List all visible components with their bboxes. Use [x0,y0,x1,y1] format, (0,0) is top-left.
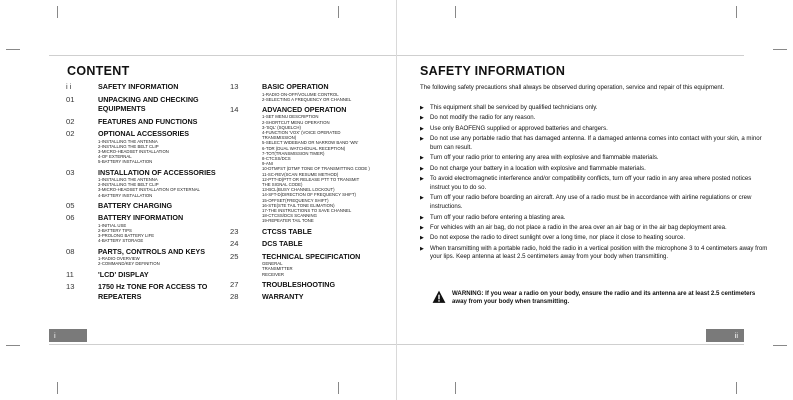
warning-callout [432,290,762,306]
toc-subsection: TRANSMISSION) [262,135,297,141]
crop-mark [736,382,737,394]
toc-entry [230,239,388,249]
toc-page-number: 06 [66,213,75,223]
safety-rule [420,154,770,163]
crop-mark [773,345,787,346]
toc-subsection: 2-INSTALLING THE BELT CLIP [98,143,159,149]
safety-intro: The following safety precautions shall always be observed during operation, service and repair of this equipment. [420,84,725,91]
safety-rule [420,245,770,263]
toc-entry [66,201,216,211]
bullet-arrow-icon: ▶ [420,235,424,242]
toc-section-title: UNPACKING AND CHECKING EQUIPMENTS [98,94,199,113]
toc-entry [66,282,216,301]
crop-mark [455,382,456,394]
toc-section-title: INSTALLATION OF ACCESSORIES [98,167,216,177]
toc-column-right [230,82,388,305]
safety-page-title: SAFETY INFORMATION [420,64,566,78]
toc-entry [66,117,216,127]
safety-rule [420,214,770,223]
toc-page-number: 02 [66,129,75,138]
toc-subsection: 4-OF EXTERNAL [98,154,132,160]
toc-subsection: 18-CTCSS/DCS SCANNING [262,213,317,219]
toc-entry [66,168,216,198]
toc-entry [66,82,216,92]
toc-page-number: 25 [230,251,239,261]
toc-subsection: 5-SELECT WIDEBAND OR NARROW BAND 'WN' [262,140,359,146]
toc-section-title: DCS TABLE [262,239,303,249]
toc-subsection: 13-BCL(BUSY CHANNEL LOCKOUT) [262,187,335,193]
toc-subsection: 17-THE INSTRUCTIONS TO SAVE CHANNEL [262,208,352,214]
toc-section-title: 'LCD' DISPLAY [98,269,149,279]
toc-subsection: 1-SET MENU DESCRIPTION [262,114,319,120]
toc-entry [66,129,216,165]
safety-rule [420,194,770,212]
bullet-arrow-icon: ▶ [420,214,424,221]
toc-page-number: 11 [66,269,74,279]
toc-subsection: 8-CTCSS/DCS [262,156,291,162]
toc-entry [66,95,216,114]
toc-section-title: FEATURES AND FUNCTIONS [98,116,198,126]
toc-subsection: 3-'SQL' (SQUELCH) [262,124,301,130]
toc-entry [230,82,388,102]
safety-rule-text: For vehicles with an air bag, do not place a radio in the area over an air bag or in the air bag deployment area. [430,223,727,231]
toc-entry [230,252,388,277]
safety-rule [420,135,770,153]
toc-subsection: 6-TDR (DUAL WATCH/DUAL RECEPTION) [262,145,346,151]
toc-page-number: i i [66,82,72,91]
toc-subsection: 4-BATTERY STORAGE [98,238,144,244]
toc-page-number: 24 [230,239,239,249]
bullet-arrow-icon: ▶ [420,115,424,122]
crop-mark [57,382,58,394]
safety-rule [420,125,770,134]
safety-rule [420,224,770,233]
safety-rule [420,104,770,113]
bullet-arrow-icon: ▶ [420,125,424,132]
toc-subsection: TRANSMITTER [262,266,293,272]
safety-rule-text: Do not expose the radio to direct sunlight over a long time, nor place it close to heating source. [430,234,686,242]
right-page-number: ii [734,331,738,340]
toc-subsection: 3-PROLONG BATTERY LIFE [98,233,155,239]
toc-section-title: ADVANCED OPERATION [262,104,347,114]
safety-rule-text: Do not charge your battery in a location with explosive and flammable materials. [430,164,646,172]
toc-page-number: 27 [230,279,239,289]
safety-rule-text: Do not modify the radio for any reason. [430,114,536,122]
crop-mark [6,49,20,50]
toc-section-title: BATTERY CHARGING [98,200,173,210]
safety-rules-list [420,104,770,264]
toc-subsection: 4-FUNCTION 'VOX' (VOICE OPERATED [262,130,341,136]
toc-page-number: 14 [230,104,239,114]
toc-entry [66,213,216,243]
content-page-title: CONTENT [67,64,130,78]
toc-page-number: 23 [230,226,239,236]
toc-subsection: 3-MICRO-HEADSET INSTALLATION OF EXTERNAL [98,187,200,193]
toc-subsection: 4-BATTERY INSTALLATION [98,192,153,198]
toc-entry [66,247,216,267]
toc-section-title: OPTIONAL ACCESSORIES [98,129,190,138]
crop-mark [338,382,339,394]
crop-mark [338,6,339,18]
safety-rule-text: To avoid electromagnetic interference and/or compatibility conflicts, turn off your radio in any area where posted notices instruct you to do so. [430,175,752,191]
bullet-arrow-icon: ▶ [420,165,424,172]
crop-mark [773,49,787,50]
toc-section-title: TECHNICAL SPECIFICATION [262,251,361,261]
toc-entry [230,227,388,237]
safety-rule-text: When transmitting with a portable radio, hold the radio in a vertical position with the microphone 3 to 4 centimeters away from your lips. Keep antenna at least 2.5 centimeters away from your body when transmitting. [430,244,768,261]
toc-page-number: 13 [230,82,239,91]
crop-mark [736,6,737,18]
toc-section-title: PARTS, CONTROLS AND KEYS [98,246,206,256]
bullet-arrow-icon: ▶ [420,224,424,231]
crop-mark [455,6,456,18]
bullet-arrow-icon: ▶ [420,105,424,111]
right-page-number-bar [706,329,744,342]
toc-section-title: BATTERY INFORMATION [98,213,184,223]
toc-subsection: THE SIGNAL CODE) [262,182,303,188]
toc-subsection: 7-TOT(TRANSMISSION TIMER) [262,150,325,156]
safety-rule-text: Turn off your radio before entering a blasting area. [430,213,566,221]
toc-subsection: 5-BATTERY INSTALLATION [98,159,153,165]
safety-rule-text: Do not use any portable radio that has damaged antenna. If a damaged antenna comes into contact with your skin, a minor burn can result. [430,135,762,151]
toc-section-title: SAFETY INFORMATION [98,82,179,91]
safety-rule [420,114,770,123]
toc-page-number: 01 [66,94,75,104]
toc-entry [230,292,388,302]
toc-section-title: 1750 Hz TONE FOR ACCESS TO REPEATERS [98,282,208,301]
toc-page-number: 28 [230,292,239,302]
toc-subsection: 2-BATTERY TIPS [98,228,132,234]
bullet-arrow-icon: ▶ [420,136,424,143]
toc-section-title: WARRANTY [262,292,304,302]
warning-triangle-icon [432,290,446,304]
toc-subsection: 1-RADIO ON-OFF/VOLUME CONTROL [262,91,339,97]
safety-rule [420,165,770,174]
toc-subsection: 1-INITIAL USE [98,222,127,228]
toc-subsection: GENERAL [262,261,283,267]
bullet-arrow-icon: ▶ [420,195,424,202]
toc-entry [230,105,388,224]
toc-subsection: 12-PTT-ID(PTT OR RELEASE PTT TO TRANSMIT [262,176,360,182]
toc-subsection: 1-RADIO OVERVIEW [98,256,140,262]
bullet-arrow-icon: ▶ [420,176,424,183]
safety-rule-text: Turn off your radio before boarding an aircraft. Any use of a radio must be in accordance with airline regulations or crew instructions. [430,194,752,211]
toc-subsection: 2-SHORTCUT MENU OPERATION [262,119,330,125]
left-page-number-bar [49,329,87,342]
safety-rule-text: This equipment shall be serviced by qualified technicians only. [430,104,598,111]
bullet-arrow-icon: ▶ [420,155,424,162]
toc-section-title: CTCSS TABLE [262,226,312,236]
left-page-number: i [54,331,56,340]
toc-subsection: 16-STE(STE TAIL TONE ELIMATION) [262,202,335,208]
toc-subsection: 10-DTMFST (DTMF TONE OF TRANSMITTING CODE ) [262,166,370,172]
toc-page-number: 03 [66,167,75,177]
warning-text: WARNING: If you wear a radio on your body, ensure the radio and its antenna are at least 2.5 centimeters away from your body when transmitting. [452,290,756,306]
toc-page-number: 08 [66,246,75,256]
toc-page-number: 02 [66,116,75,126]
safety-rule-text: Turn off your radio prior to entering any area with explosive and flammable materials. [430,154,659,162]
toc-section-title: BASIC OPERATION [262,82,329,91]
toc-subsection: 2-COMMAND/KEY DEFINITION [98,261,160,267]
toc-subsection: 1-INSTALLING THE ANTENNA [98,177,158,183]
toc-subsection: 14-SFT-D(DIRECTION OF FREQUENCY SHIFT) [262,192,356,198]
safety-rule [420,175,770,193]
toc-subsection: 11-SC-REV(SCAN RESUME METHOD) [262,171,339,177]
toc-subsection: 19-REPEATER TAIL TONE [262,218,314,224]
toc-subsection: 3-MICRO-HEADSET INSTALLATION [98,148,169,154]
bullet-arrow-icon: ▶ [420,245,424,252]
toc-subsection: 2-SELECTING A FREQUENCY OR CHANNEL [262,96,352,102]
toc-section-title: TROUBLESHOOTING [262,279,336,289]
toc-subsection: 1-INSTALLING THE ANTENNA [98,138,158,144]
crop-mark [6,345,20,346]
toc-subsection: RECEIVER [262,271,284,277]
toc-subsection: 2-INSTALLING THE BELT CLIP [98,182,159,188]
toc-subsection: 9-ANI [262,161,273,167]
toc-subsection: 15-OFFSET(FREQUENCY SHIFT) [262,197,329,203]
toc-entry [230,280,388,290]
safety-rule-text: Use only BAOFENG supplied or approved batteries and chargers. [430,124,608,132]
crop-mark [57,6,58,18]
toc-column-left [66,82,216,304]
safety-rule [420,234,770,243]
toc-page-number: 05 [66,200,75,210]
toc-entry [66,270,216,280]
toc-page-number: 13 [66,282,75,292]
